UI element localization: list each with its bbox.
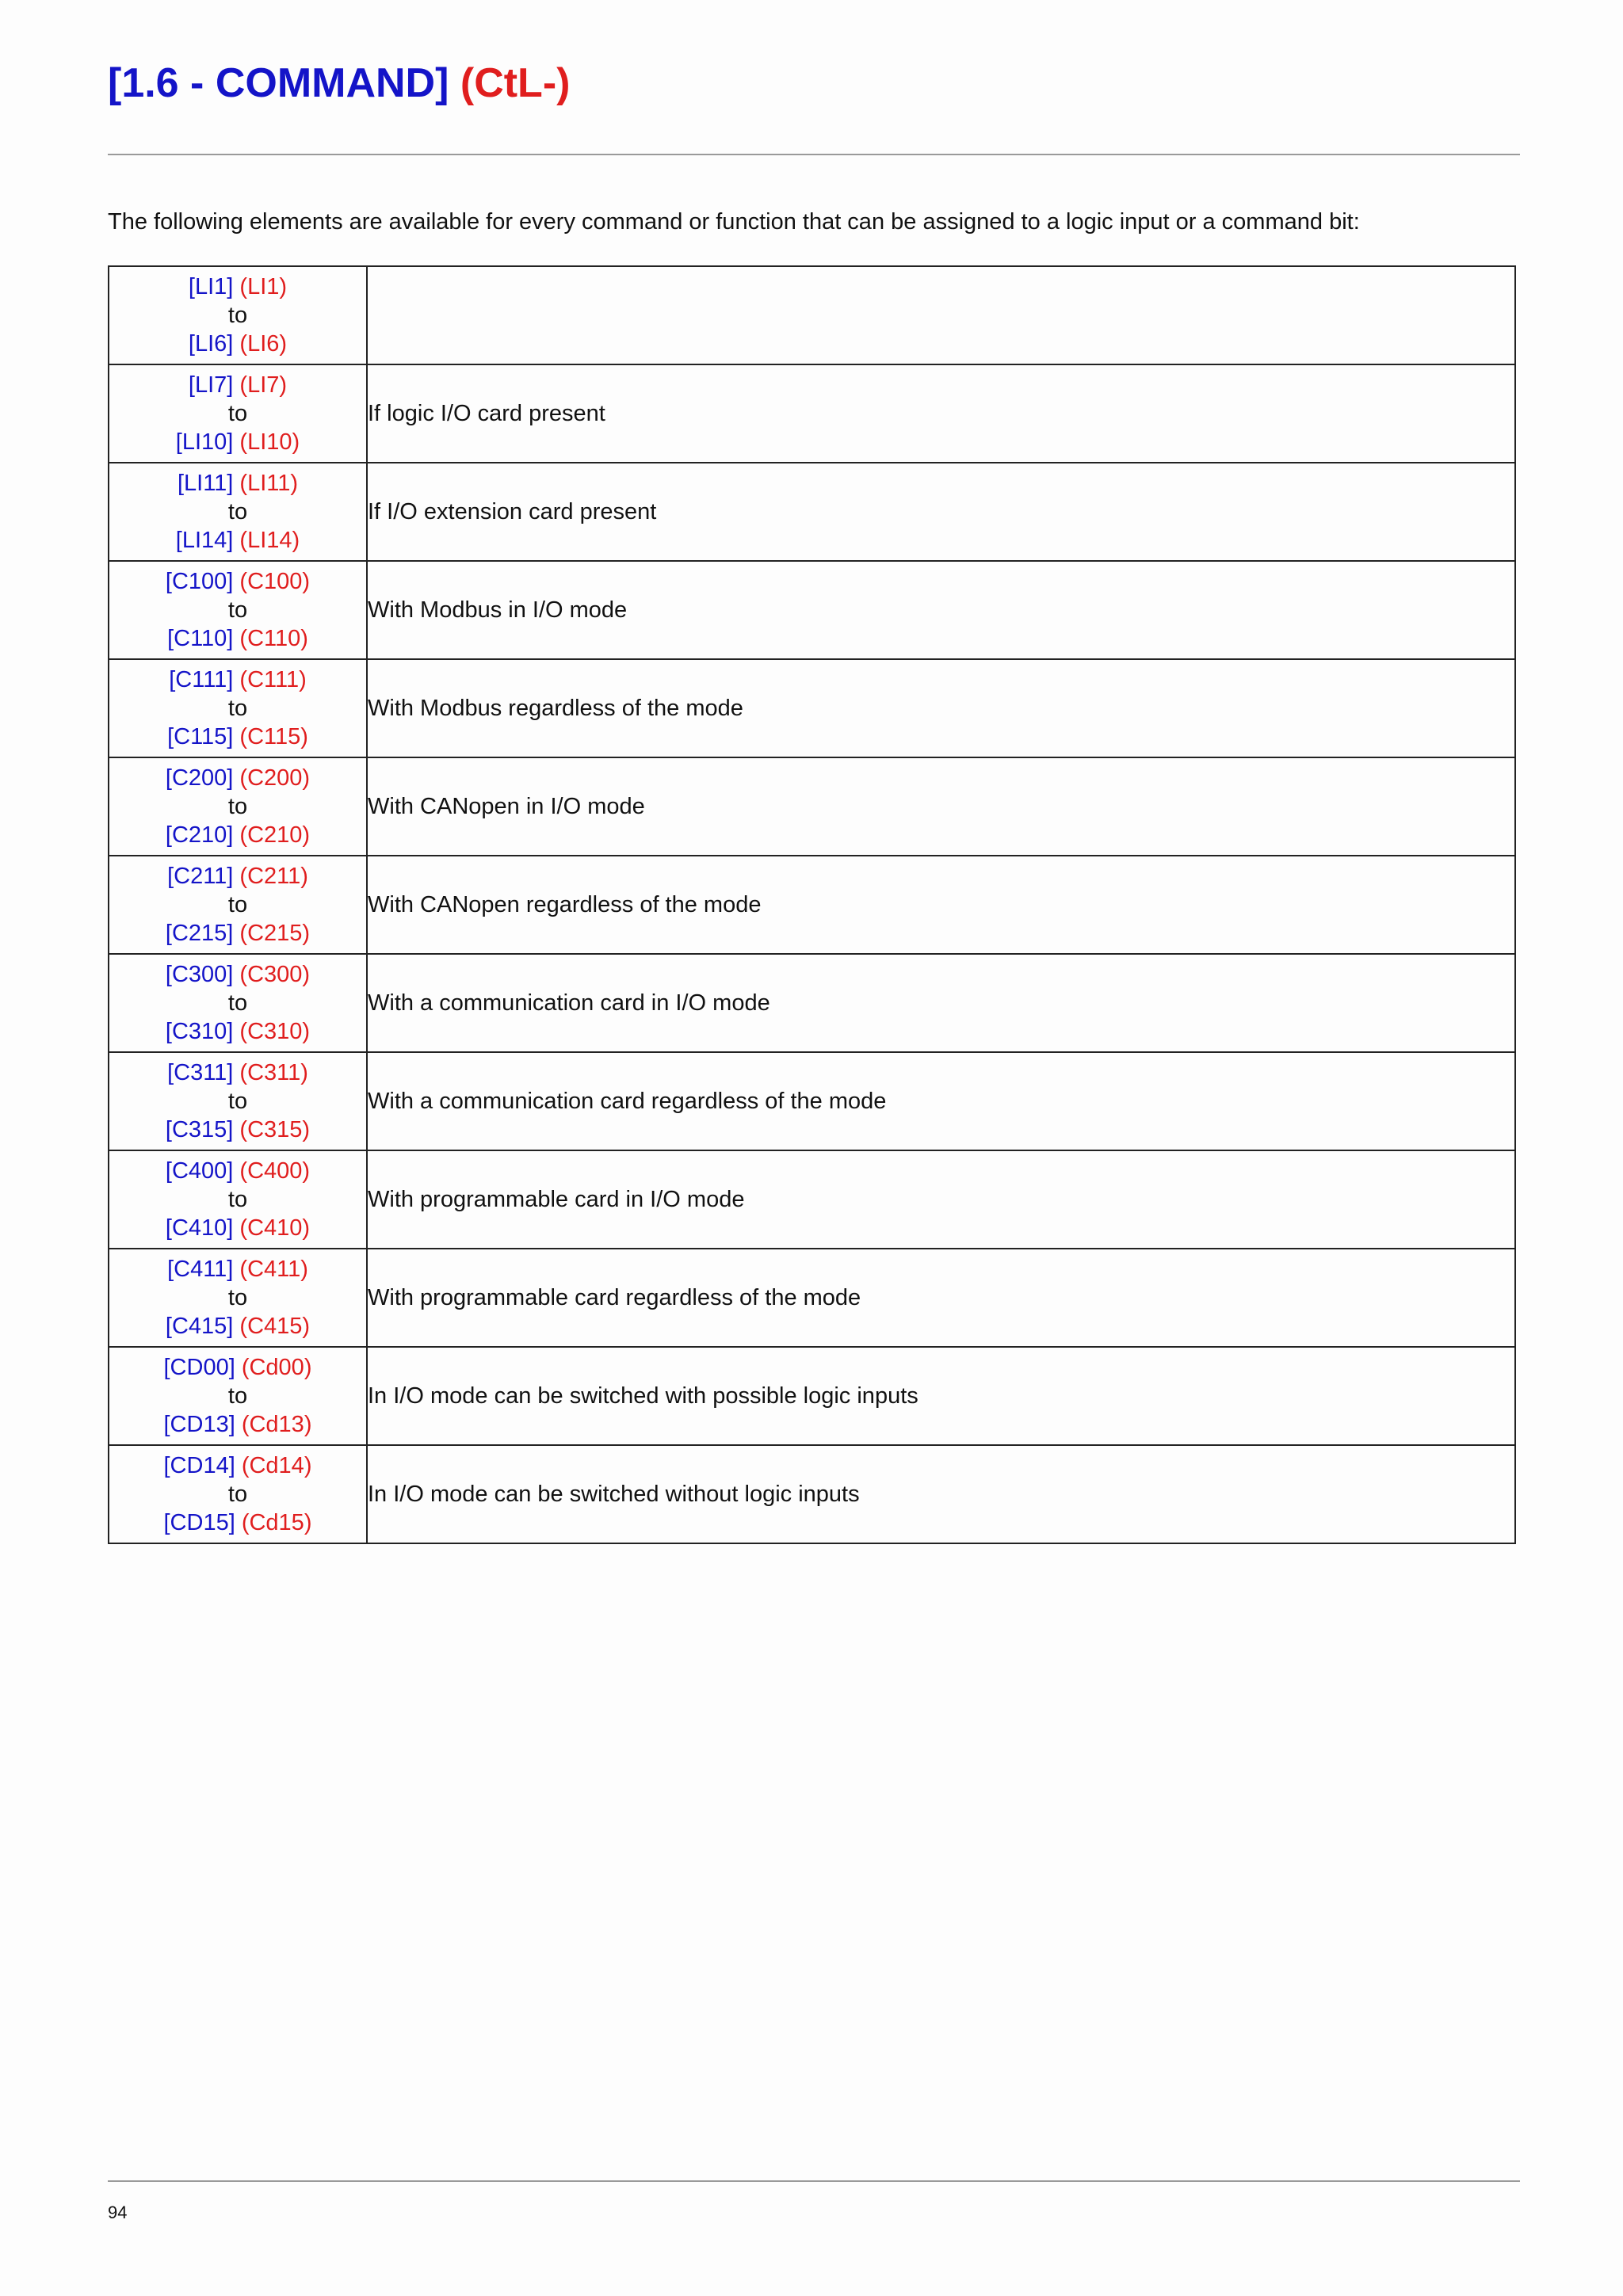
range-start-name: [C400] [165,1158,234,1184]
command-table [108,265,1516,1544]
range-separator: to [227,990,248,1016]
range-end-code: (C410) [239,1215,311,1241]
table-row [109,1249,1515,1347]
footer-divider [108,2180,1520,2182]
range-start-name: [LI1] [188,274,234,299]
range-start-name: [LI11] [177,471,234,496]
range-separator: to [227,1285,248,1310]
condition-cell: If I/O extension card present [367,463,1515,561]
parameter-range-cell [109,1249,367,1347]
range-start-name: [C300] [165,962,234,987]
parameter-range-cell [109,1052,367,1150]
range-start-code: (LI7) [239,372,288,398]
condition-cell: With programmable card in I/O mode [367,1150,1515,1249]
table-row [109,561,1515,659]
range-start-name: [C200] [165,765,234,791]
range-end-code: (LI14) [239,528,300,553]
range-start-code: (LI11) [239,471,299,496]
table-row [109,757,1515,856]
condition-cell: With CANopen in I/O mode [367,757,1515,856]
range-end-code: (C215) [239,921,311,946]
range-start-name: [C411] [167,1257,234,1282]
table-row [109,954,1515,1052]
range-end-name: [CD13] [163,1412,235,1437]
range-start-name: [CD00] [163,1355,235,1380]
range-start-code: (LI1) [239,274,288,299]
page-number: 94 [108,2203,128,2222]
range-separator: to [227,892,248,917]
range-end-code: (C315) [239,1117,311,1142]
condition-cell: If logic I/O card present [367,364,1515,463]
range-separator: to [227,303,248,328]
command-table-body [109,266,1515,1543]
table-row [109,1150,1515,1249]
parameter-range-cell [109,561,367,659]
range-separator: to [227,1089,248,1114]
range-start-name: [LI7] [188,372,234,398]
intro-text: The following elements are available for every command or function that can be assigned to a logic input or a command bit: [108,209,1360,235]
condition-cell: With Modbus regardless of the mode [367,659,1515,757]
table-row [109,856,1515,954]
parameter-range-cell [109,1150,367,1249]
condition-cell: With Modbus in I/O mode [367,561,1515,659]
range-start-code: (C200) [239,765,311,791]
range-end-name: [CD15] [163,1510,235,1535]
range-start-name: [C311] [167,1060,234,1085]
range-end-name: [LI6] [188,331,234,357]
range-start-code: (C300) [239,962,311,987]
range-separator: to [227,597,248,623]
range-start-code: (C400) [239,1158,311,1184]
range-end-name: [C215] [165,921,234,946]
table-row [109,1052,1515,1150]
range-end-code: (LI10) [239,429,300,455]
condition-cell: With CANopen regardless of the mode [367,856,1515,954]
table-row [109,266,1515,364]
table-row [109,659,1515,757]
range-start-code: (C311) [239,1060,308,1085]
range-end-code: (C110) [239,626,308,651]
parameter-range-cell [109,1445,367,1543]
range-start-code: (Cd00) [241,1355,312,1380]
condition-cell: In I/O mode can be switched with possible logic inputs [367,1347,1515,1445]
range-separator: to [227,1187,248,1212]
table-row [109,1445,1515,1543]
range-end-name: [C110] [167,626,234,651]
parameter-range-cell [109,463,367,561]
range-start-code: (C411) [239,1257,308,1282]
range-end-name: [C315] [165,1117,234,1142]
parameter-range-cell [109,757,367,856]
range-end-code: (Cd15) [241,1510,312,1535]
condition-cell: In I/O mode can be switched without logic inputs [367,1445,1515,1543]
table-row [109,364,1515,463]
range-end-code: (C210) [239,822,311,848]
range-separator: to [227,1383,248,1409]
range-separator: to [227,1482,248,1507]
range-end-code: (Cd13) [241,1412,312,1437]
condition-cell: With programmable card regardless of the mode [367,1249,1515,1347]
range-end-name: [C310] [165,1019,234,1044]
parameter-range-cell [109,266,367,364]
parameter-range-cell [109,856,367,954]
range-start-name: [C211] [167,864,234,889]
range-start-code: (Cd14) [241,1453,312,1478]
range-end-name: [C415] [165,1314,234,1339]
condition-cell: With a communication card regardless of the mode [367,1052,1515,1150]
parameter-range-cell [109,364,367,463]
range-end-code: (LI6) [239,331,288,357]
range-end-name: [C410] [165,1215,234,1241]
range-end-name: [LI10] [175,429,234,455]
range-end-code: (C310) [239,1019,311,1044]
menu-name: [1.6 - COMMAND] [108,60,449,106]
range-start-name: [CD14] [163,1453,235,1478]
range-end-name: [C115] [167,724,234,749]
range-end-name: [C210] [165,822,234,848]
range-start-name: [C100] [165,569,234,594]
menu-code: (CtL-) [460,60,571,106]
parameter-range-cell [109,1347,367,1445]
condition-cell: With a communication card in I/O mode [367,954,1515,1052]
range-separator: to [227,794,248,819]
range-separator: to [227,499,248,524]
range-start-name: [C111] [169,667,234,692]
range-start-code: (C211) [239,864,308,889]
range-end-code: (C115) [239,724,308,749]
table-row [109,463,1515,561]
parameter-range-cell [109,659,367,757]
range-end-code: (C415) [239,1314,311,1339]
range-end-name: [LI14] [175,528,234,553]
page-title [108,55,570,111]
header-divider [108,154,1520,155]
range-separator: to [227,696,248,721]
range-start-code: (C100) [239,569,311,594]
range-separator: to [227,401,248,426]
range-start-code: (C111) [239,667,307,692]
table-row [109,1347,1515,1445]
condition-cell [367,266,1515,364]
parameter-range-cell [109,954,367,1052]
